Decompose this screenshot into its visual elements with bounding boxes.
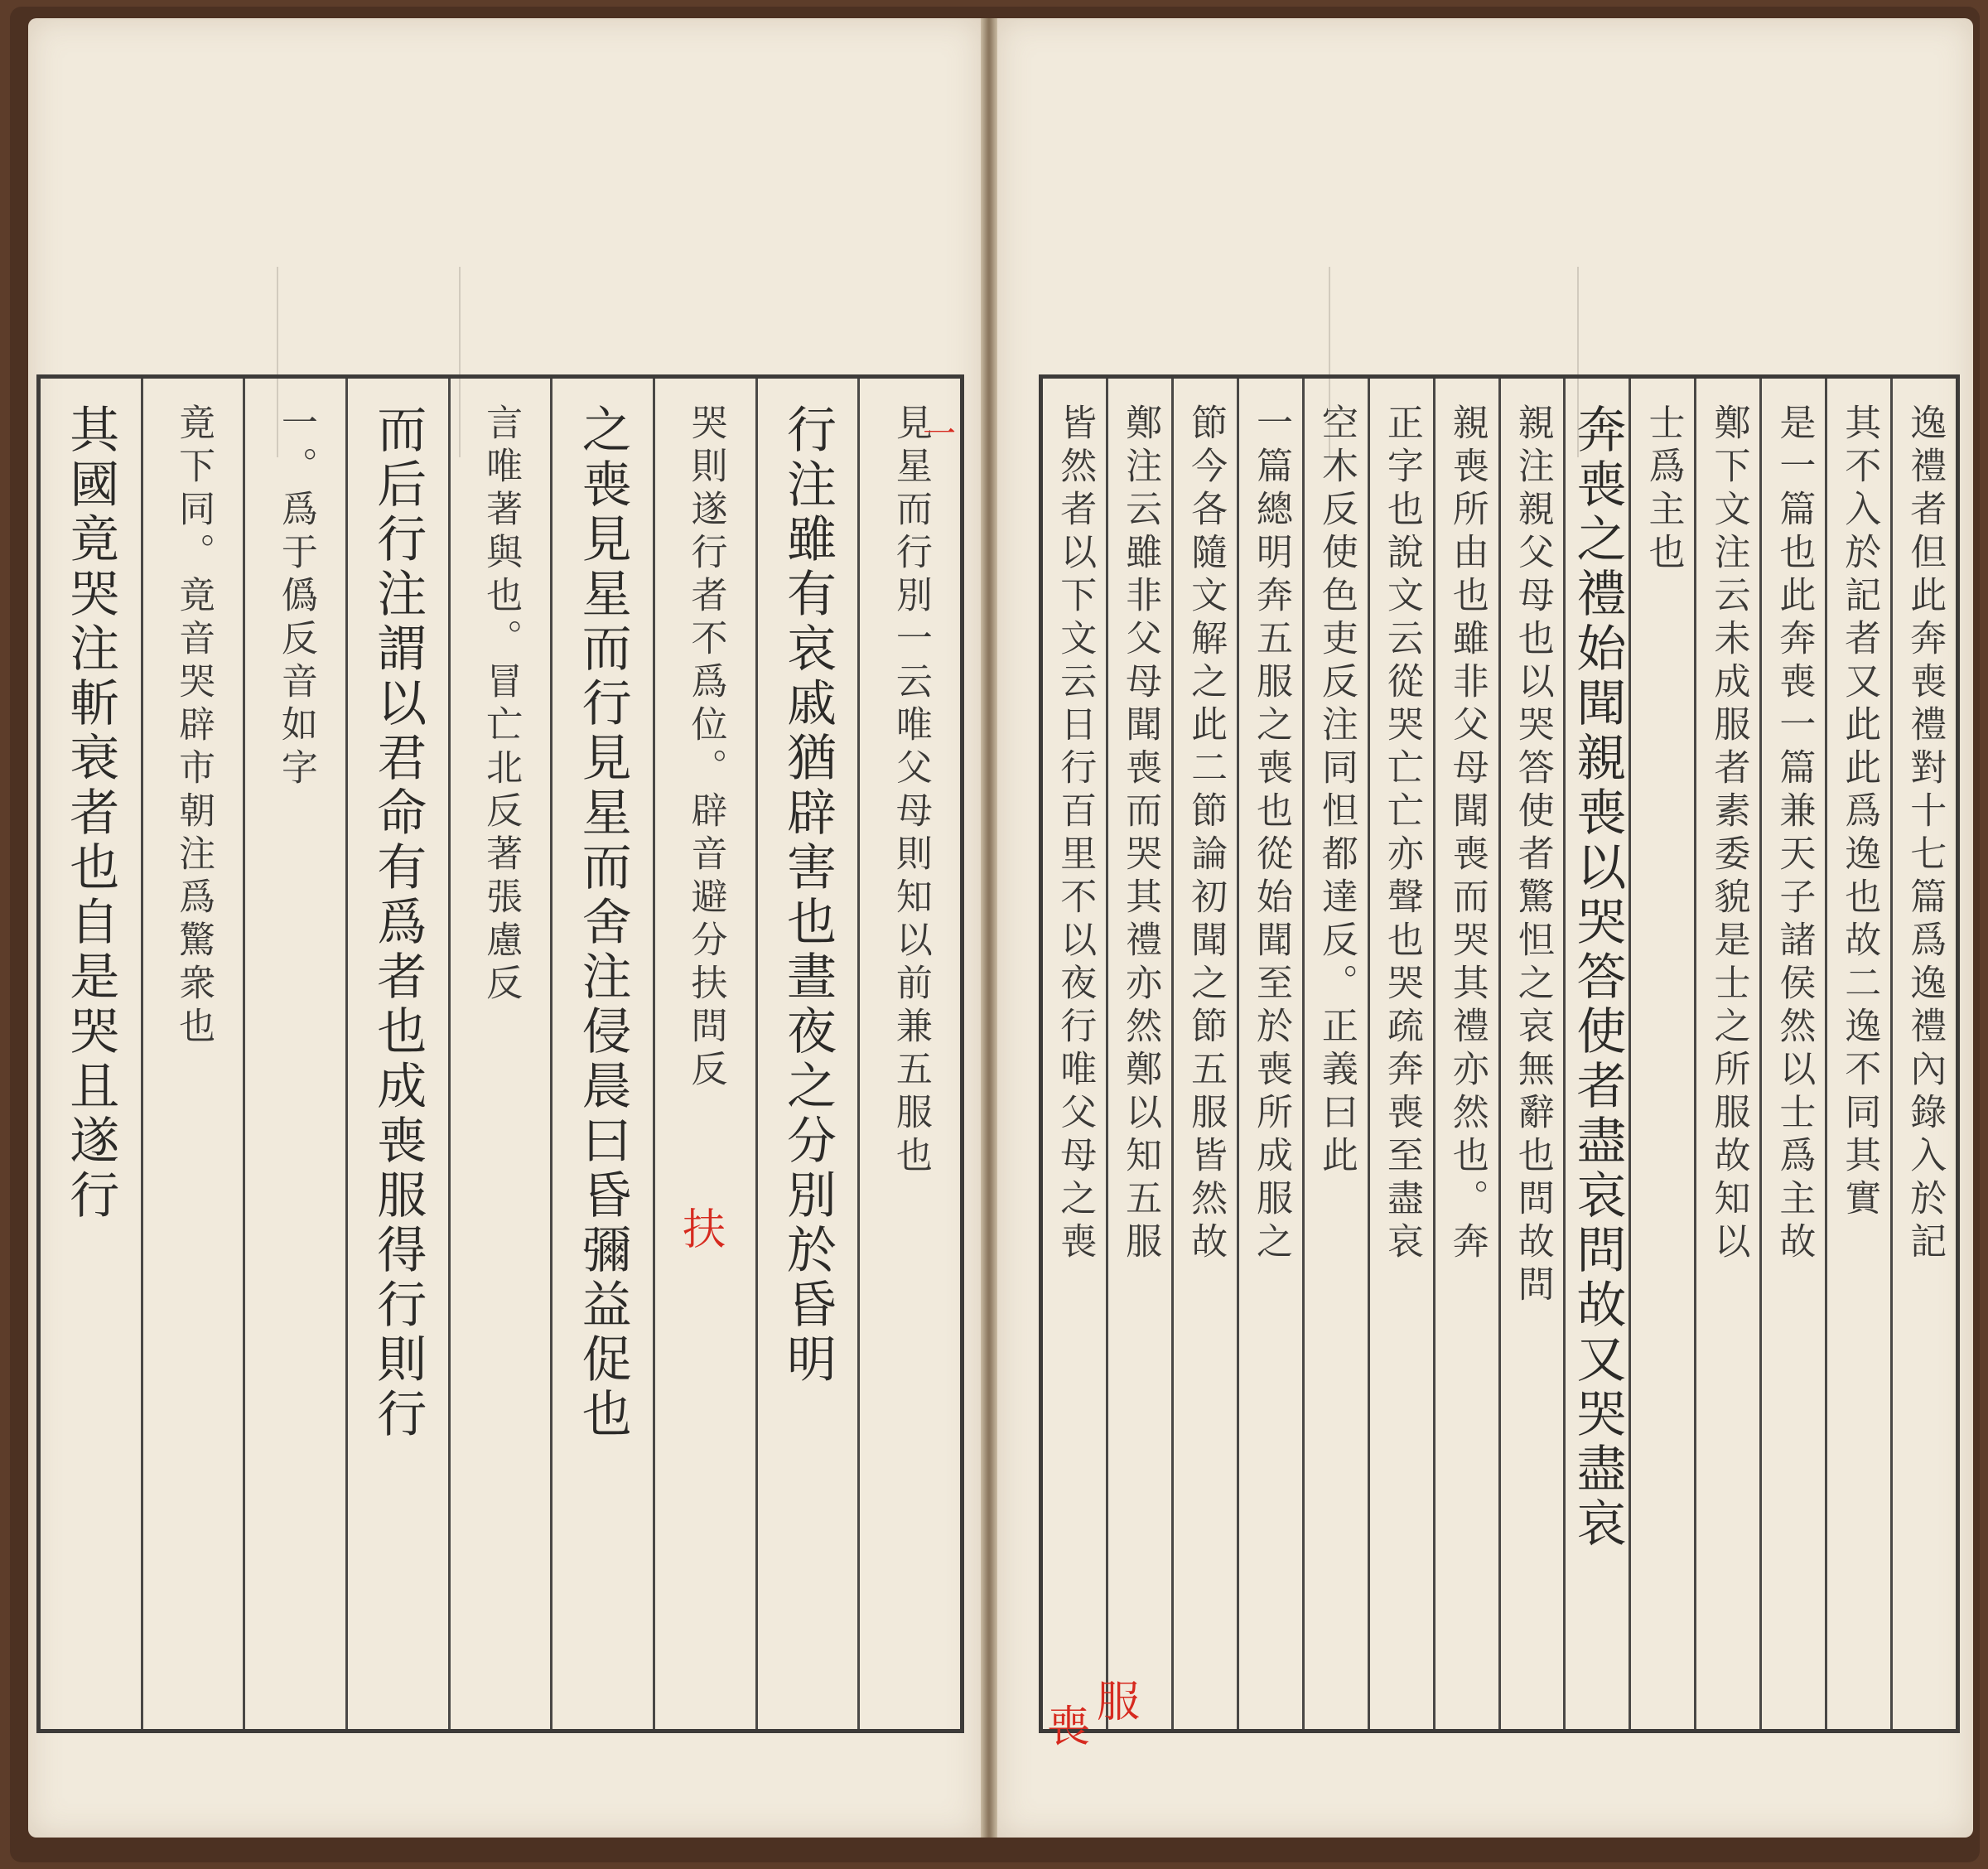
commentary-text: 哭則遂行者不爲位。辟音避分扶問反 [684,403,727,1093]
commentary-text: 見星而行別一云唯父母則知以前兼五服也 [889,403,932,1179]
commentary-text: 一篇總明奔五服之喪也從始聞至於喪所成服之 [1250,403,1293,1265]
book-gutter [981,18,997,1838]
text-column [345,379,448,1729]
book-spread [10,7,1980,1862]
text-column [1043,379,1106,1729]
commentary-text: 空木反使色吏反注同怛都達反。正義曰此 [1315,403,1358,1179]
commentary-text: 逸禮者但此奔喪禮對十七篇爲逸禮內錄入於記 [1904,403,1947,1265]
red-annotation: 扶 [683,1205,726,1255]
commentary-text: 鄭下文注云未成服者素委貌是士之所服故知以 [1707,403,1750,1265]
text-column [857,379,960,1729]
text-column [1759,379,1825,1729]
right-text-frame [1039,374,1960,1733]
left-text-frame [36,374,964,1733]
commentary-text: 言唯著與也。冒亡北反著張慮反 [480,403,523,1007]
red-annotation: 喪 [1047,1702,1091,1752]
commentary-text: 皆然者以下文云日行百里不以夜行唯父母之喪 [1054,403,1097,1265]
text-column [141,379,244,1729]
text-column [243,379,345,1729]
text-column [653,379,755,1729]
left-page [28,18,981,1838]
text-column [448,379,551,1729]
text-column [1890,379,1956,1729]
red-annotation: 一 [923,415,956,453]
commentary-text: 竟下同。竟音哭辟市朝注爲驚衆也 [172,403,215,1050]
text-column [1694,379,1759,1729]
text-column [1237,379,1302,1729]
text-column [1106,379,1171,1729]
commentary-text: 節今各隨文解之此二節論初聞之節五服皆然故 [1185,403,1228,1265]
text-column [1498,379,1564,1729]
red-annotation: 服 [1097,1678,1141,1727]
commentary-text: 鄭注云雖非父母聞喪而哭其禮亦然鄭以知五服 [1119,403,1162,1265]
main-text: 而后行注謂以君命有爲者也成喪服得行則行 [369,403,427,1442]
commentary-text: 一。爲于僞反音如字 [274,403,317,791]
text-column [1171,379,1237,1729]
main-text: 之喪見星而行見星而舍注侵晨曰昏彌益促也 [573,403,632,1442]
commentary-text: 士爲主也 [1642,403,1685,576]
text-column [1563,379,1629,1729]
text-column [755,379,858,1729]
text-column [1629,379,1694,1729]
main-text: 行注雖有哀戚猶辟害也晝夜之分別於昏明 [778,403,837,1388]
main-text: 奔喪之禮始聞親喪以哭答使者盡哀問故又哭盡哀 [1568,403,1627,1552]
text-column [41,379,141,1729]
commentary-text: 是一篇也此奔喪一篇兼天子諸侯然以士爲主故 [1773,403,1816,1265]
commentary-text: 正字也說文云從哭亡亡亦聲也哭疏奔喪至盡哀 [1380,403,1423,1265]
commentary-text: 親注親父母也以哭答使者驚怛之哀無辭也問故問 [1511,403,1554,1308]
right-page [997,18,1973,1838]
commentary-text: 其不入於記者又此此爲逸也故二逸不同其實 [1838,403,1881,1222]
text-column [1433,379,1498,1729]
text-column [1302,379,1368,1729]
text-column [1825,379,1890,1729]
text-column [550,379,653,1729]
main-text: 其國竟哭注斬衰者也自是哭且遂行 [61,403,120,1224]
text-column [1368,379,1433,1729]
commentary-text: 親喪所由也雖非父母聞喪而哭其禮亦然也。奔 [1445,403,1489,1265]
